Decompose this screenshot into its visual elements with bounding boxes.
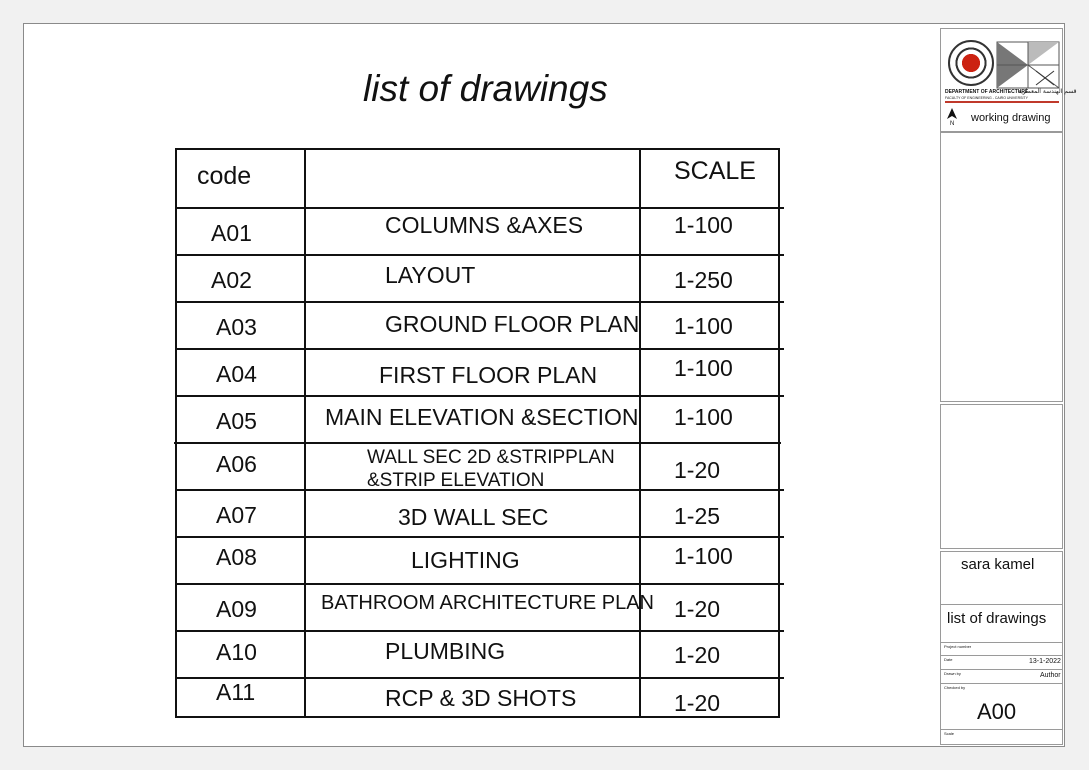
row-title: BATHROOM ARCHITECTURE PLAN bbox=[321, 592, 654, 614]
row-code: A07 bbox=[216, 502, 257, 528]
row-code: A03 bbox=[216, 314, 257, 340]
row-code: A05 bbox=[216, 408, 257, 434]
row-code: A08 bbox=[216, 544, 257, 570]
title-block-blank bbox=[940, 404, 1063, 549]
row-title: RCP & 3D SHOTS bbox=[385, 685, 577, 711]
sheet-name: list of drawings bbox=[947, 610, 1047, 627]
row-scale: 1-20 bbox=[674, 596, 721, 622]
divider bbox=[940, 683, 1063, 684]
row-title-line1: WALL SEC 2D &STRIPPLAN bbox=[367, 447, 615, 468]
row-scale: 1-100 bbox=[674, 543, 733, 569]
row-scale: 1-20 bbox=[674, 642, 721, 668]
sheet-number: A00 bbox=[977, 699, 1017, 724]
table-row-line bbox=[177, 677, 784, 679]
row-code: A04 bbox=[216, 361, 257, 387]
divider bbox=[940, 642, 1063, 643]
header-code: code bbox=[197, 162, 252, 190]
checked-by-label: Checked by bbox=[944, 685, 966, 690]
row-title: LIGHTING bbox=[411, 547, 520, 573]
university-logo bbox=[948, 40, 994, 86]
row-scale: 1-250 bbox=[674, 267, 733, 293]
north-arrow-icon bbox=[946, 108, 958, 122]
row-title: LAYOUT bbox=[385, 262, 476, 288]
row-code: A09 bbox=[216, 596, 257, 622]
table-row-line bbox=[177, 254, 784, 256]
row-scale: 1-100 bbox=[674, 313, 733, 339]
row-code: A02 bbox=[211, 267, 252, 293]
table-row-line bbox=[177, 301, 784, 303]
department-logo bbox=[996, 41, 1060, 89]
divider bbox=[940, 604, 1063, 605]
north-label: N bbox=[950, 121, 955, 127]
author-name: sara kamel bbox=[961, 556, 1035, 573]
row-scale: 1-20 bbox=[674, 457, 721, 483]
title-block-blank bbox=[940, 132, 1063, 402]
divider bbox=[940, 669, 1063, 670]
faculty-name: FACULTY OF ENGINEERING - CAIRO UNIVERSITY bbox=[945, 96, 1028, 100]
date-label: Date bbox=[944, 657, 953, 662]
project-number-label: Project number bbox=[944, 644, 972, 649]
row-scale: 1-25 bbox=[674, 503, 721, 529]
divider bbox=[940, 655, 1063, 656]
divider bbox=[940, 729, 1063, 730]
logo-underline bbox=[945, 101, 1059, 103]
scale-label: Scale bbox=[944, 731, 955, 736]
table-row-line bbox=[177, 583, 784, 585]
table-row-line bbox=[177, 348, 784, 350]
header-scale: SCALE bbox=[674, 157, 756, 185]
date-value: 13-1-2022 bbox=[1029, 658, 1061, 665]
department-name-en: DEPARTMENT OF ARCHITECTURE bbox=[945, 89, 1029, 95]
row-title: 3D WALL SEC bbox=[398, 504, 549, 530]
page-title: list of drawings bbox=[363, 68, 608, 109]
row-scale: 1-100 bbox=[674, 355, 733, 381]
row-scale: 1-100 bbox=[674, 212, 733, 238]
drawn-by-label: Drawn by bbox=[944, 671, 961, 676]
row-code: A06 bbox=[216, 451, 257, 477]
row-code: A01 bbox=[211, 220, 252, 246]
table-row-line bbox=[177, 207, 784, 209]
row-title-line2: &STRIP ELEVATION bbox=[367, 470, 545, 491]
row-scale: 1-100 bbox=[674, 404, 733, 430]
row-scale: 1-20 bbox=[674, 690, 721, 716]
department-name-ar: قسم الهندسة المعمارية bbox=[1018, 88, 1077, 95]
row-title: GROUND FLOOR PLAN bbox=[385, 311, 640, 337]
table-row-line bbox=[177, 630, 784, 632]
table-row-line bbox=[174, 442, 781, 444]
row-code: A11 bbox=[216, 679, 256, 705]
table-row-line bbox=[177, 395, 784, 397]
drawing-type: working drawing bbox=[971, 112, 1051, 124]
row-code: A10 bbox=[216, 639, 257, 665]
row-title: FIRST FLOOR PLAN bbox=[379, 362, 598, 388]
table-row-line bbox=[177, 536, 784, 538]
row-title: PLUMBING bbox=[385, 638, 506, 664]
row-title: COLUMNS &AXES bbox=[385, 212, 584, 238]
drawn-by-value: Author bbox=[1040, 672, 1061, 679]
row-title: MAIN ELEVATION &SECTION bbox=[325, 404, 639, 430]
